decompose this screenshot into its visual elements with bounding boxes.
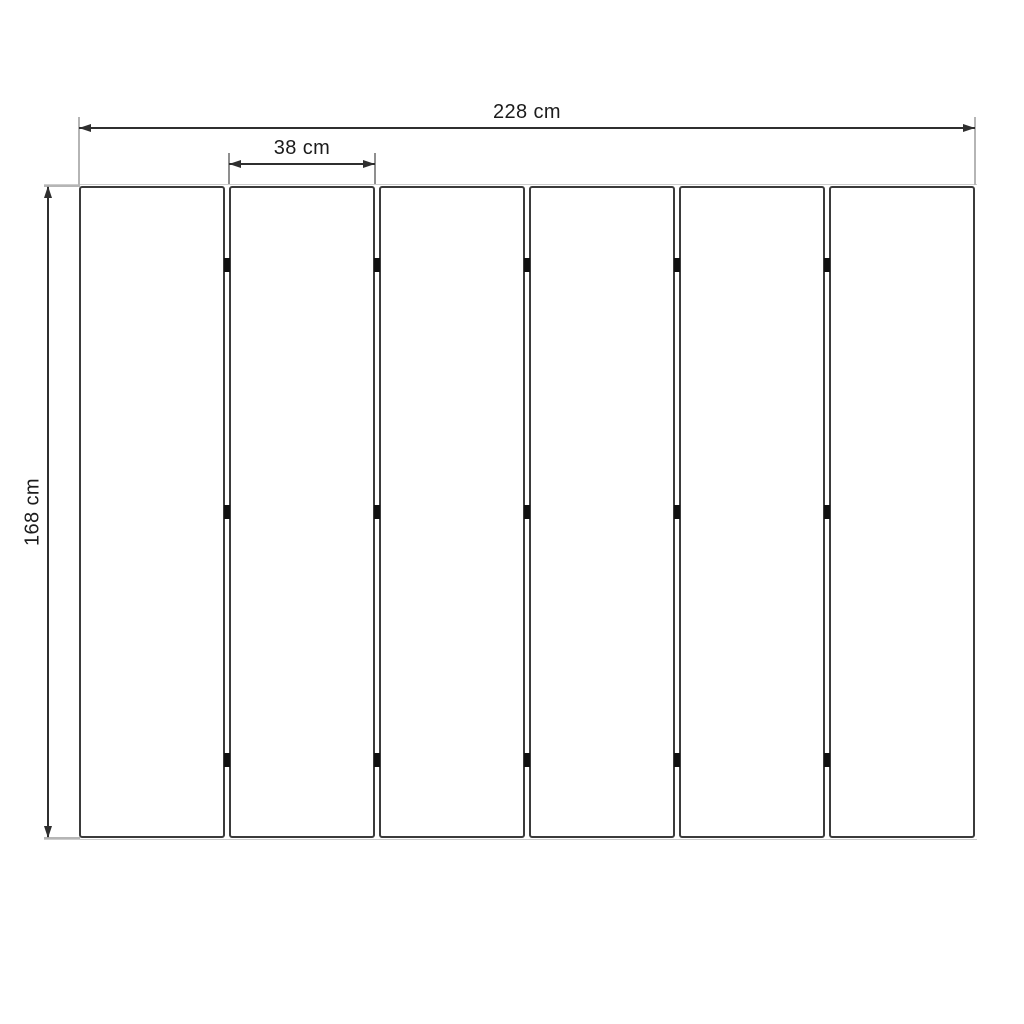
hinge-mark xyxy=(524,753,530,767)
panel-6 xyxy=(829,186,975,838)
hinge-mark xyxy=(224,753,230,767)
arrow-left-icon xyxy=(229,160,241,168)
panel-width-dimension-line xyxy=(229,163,375,165)
panel-3 xyxy=(379,186,525,838)
bottom-guide-line xyxy=(44,839,977,840)
arrow-up-icon xyxy=(44,186,52,198)
hinge-mark xyxy=(824,258,830,272)
hinge-mark xyxy=(674,505,680,519)
hinge-mark xyxy=(674,753,680,767)
panel-1 xyxy=(79,186,225,838)
hinge-mark xyxy=(824,753,830,767)
hinge-mark xyxy=(374,753,380,767)
hinge-mark xyxy=(524,258,530,272)
hinge-mark xyxy=(224,505,230,519)
total-width-dimension-line xyxy=(79,127,975,129)
hinge-mark xyxy=(224,258,230,272)
hinge-mark xyxy=(674,258,680,272)
total-width-label: 228 cm xyxy=(493,101,561,123)
panel-2 xyxy=(229,186,375,838)
hinge-mark xyxy=(524,505,530,519)
arrow-right-icon xyxy=(963,124,975,132)
height-dimension-line xyxy=(47,187,49,837)
hinge-mark xyxy=(824,505,830,519)
height-label: 168 cm xyxy=(21,478,44,546)
hinge-mark xyxy=(374,258,380,272)
arrow-left-icon xyxy=(79,124,91,132)
panel-5 xyxy=(679,186,825,838)
arrow-right-icon xyxy=(363,160,375,168)
panel-4 xyxy=(529,186,675,838)
panel-width-label: 38 cm xyxy=(273,137,331,159)
top-guide-line xyxy=(44,184,977,185)
arrow-down-icon xyxy=(44,826,52,838)
hinge-mark xyxy=(374,505,380,519)
